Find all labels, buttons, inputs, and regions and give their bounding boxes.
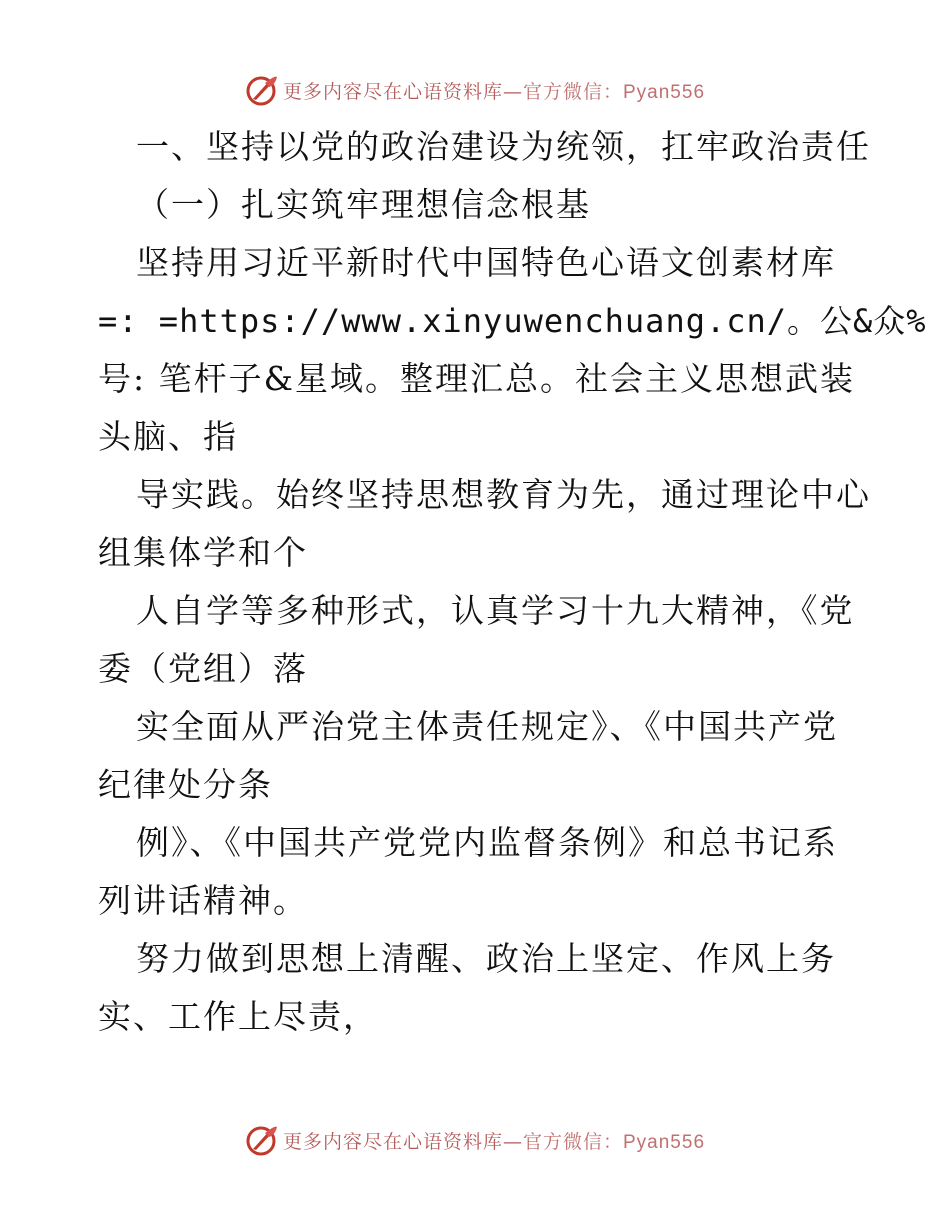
paragraph-line: 实全面从严治党主体责任规定》、《中国共产党: [136, 707, 838, 746]
section-heading: 一、坚持以党的政治建设为统领，扛牢政治责任: [136, 127, 871, 166]
paragraph-line: 坚持用习近平新时代中国特色心语文创素材库: [136, 243, 836, 282]
paragraph-line: 纪律处分条: [98, 765, 273, 804]
document-body: [98, 118, 927, 1046]
paragraph-line: 头脑、指: [98, 417, 238, 456]
subsection-heading: （一）扎实筑牢理想信念根基: [136, 185, 591, 224]
paragraph-line-url: =: =https://www.xinyuwenchuang.cn/。公&众%: [98, 302, 927, 340]
paragraph-line: 人自学等多种形式，认真学习十九大精神，《党: [136, 591, 855, 630]
header-banner-text: 更多内容尽在心语资料库—官方微信：Pyan556: [282, 80, 706, 103]
paragraph-line: 努力做到思想上清醒、政治上坚定、作风上务: [136, 939, 836, 978]
paragraph-line: 委（党组）落: [98, 649, 308, 688]
paragraph-line: 实、工作上尽责，: [98, 997, 378, 1036]
footer-banner-text: 更多内容尽在心语资料库—官方微信：Pyan556: [282, 1130, 706, 1153]
header-banner: [0, 70, 950, 110]
paragraph-line: 例》、《中国共产党党内监督条例》和总书记系: [136, 823, 838, 862]
paragraph-line: 号: 笔杆子&星域。整理汇总。社会主义思想武装: [98, 359, 855, 398]
quill-logo-icon: [245, 1123, 279, 1157]
footer-banner: [0, 1120, 950, 1160]
quill-logo-icon: [245, 73, 279, 107]
paragraph-line: 列讲话精神。: [98, 881, 308, 920]
paragraph-line: 导实践。始终坚持思想教育为先，通过理论中心: [136, 475, 871, 514]
paragraph-line: 组集体学和个: [98, 533, 308, 572]
